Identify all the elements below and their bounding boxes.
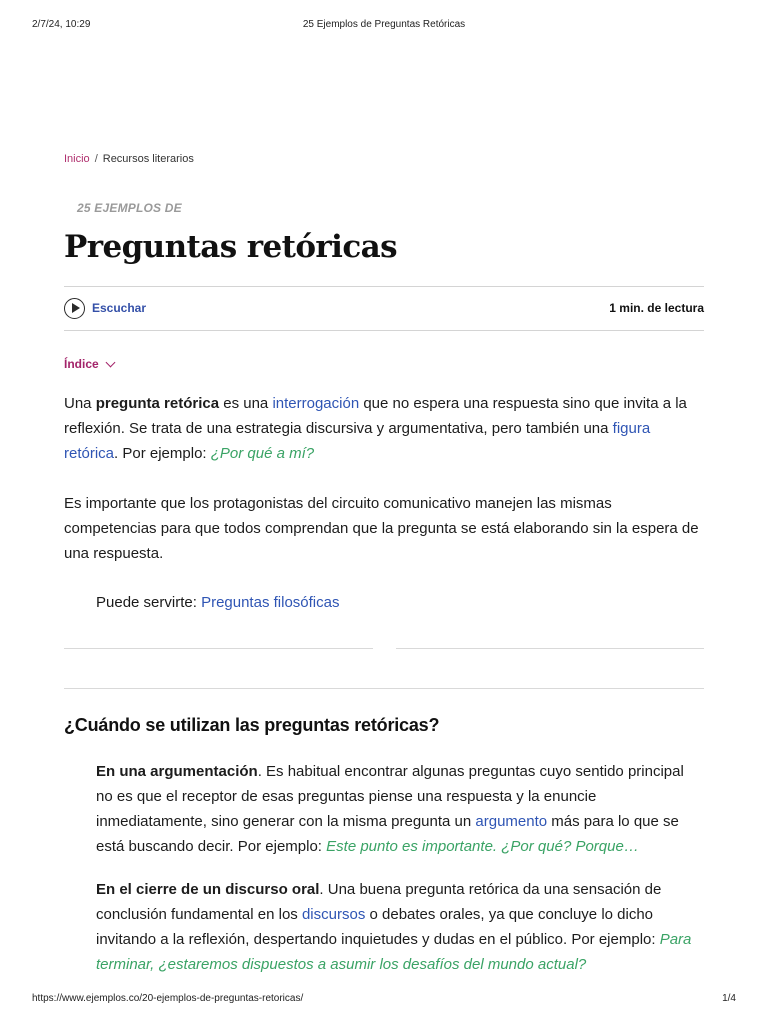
list-item-text: o debates orales, ya que concluye lo dicho invitando a la reflexión, despertando inquietudes y dudas en el público. Por ejemplo: (96, 906, 660, 948)
intro-text: que no espera una respuesta sino que invita a la reflexión. Se trata de una estrategia discursiva y argumentativa, pero también una (64, 395, 687, 437)
list-item-example: Este punto es importante. ¿Por qué? Porque… (326, 838, 639, 855)
print-doc-title: 25 Ejemplos de Preguntas Retóricas (302, 19, 466, 30)
list-item-text: . Es habitual encontrar algunas preguntas cuyo sentido principal no es que el receptor de esas preguntas piense una respuesta y la enuncie inmediatamente, sino generar con la misma pregunta un (96, 763, 684, 830)
intro-text: Una (64, 395, 96, 412)
audio-bar (64, 286, 704, 331)
list-item-example: Para terminar, ¿estaremos dispuestos a asumir los desafíos del mundo actual? (96, 931, 692, 973)
listen-button[interactable] (64, 297, 146, 319)
divider (64, 688, 704, 689)
breadcrumb (64, 153, 194, 165)
print-datetime: 2/7/24, 10:29 (32, 19, 91, 30)
list-item-text: más para lo que se está buscando decir. Por ejemplo: (96, 813, 679, 855)
argumento-link[interactable]: argumento (475, 813, 548, 830)
print-footer (32, 993, 736, 1007)
list-item-term: En una argumentación (96, 763, 258, 780)
intro-paragraph (64, 391, 704, 466)
intro-text: . Por ejemplo: (114, 445, 211, 462)
intro-term: pregunta retórica (95, 395, 220, 412)
see-also-label: Puede servirte: (96, 594, 202, 611)
breadcrumb-separator: / (94, 153, 98, 165)
chevron-down-icon (105, 357, 115, 367)
index-toggle[interactable] (64, 357, 114, 371)
section-heading: ¿Cuándo se utilizan las preguntas retóricas? (64, 715, 440, 735)
title-kicker: 25 EJEMPLOS DE (77, 201, 182, 215)
breadcrumb-home-link[interactable]: Inicio (64, 153, 90, 165)
figura-retorica-link[interactable]: figura retórica (64, 420, 651, 462)
see-also-link[interactable]: Preguntas filosóficas (201, 594, 340, 611)
discursos-link[interactable]: discursos (301, 906, 366, 923)
print-url: https://www.ejemplos.co/20-ejemplos-de-preguntas-retoricas/ (32, 993, 304, 1004)
index-label: Índice (64, 357, 99, 371)
play-icon (64, 298, 85, 319)
see-also (96, 590, 339, 615)
listen-label: Escuchar (92, 301, 147, 315)
print-header (32, 19, 736, 33)
page-title: Preguntas retóricas (64, 229, 397, 265)
list-item (96, 759, 704, 859)
interrogacion-link[interactable]: interrogación (272, 395, 360, 412)
intro-text: es una (219, 395, 273, 412)
print-page-number: 1/4 (722, 993, 736, 1004)
list-item-text: . Una buena pregunta retórica da una sensación de conclusión fundamental en los (96, 881, 662, 923)
breadcrumb-current-link[interactable]: Recursos literarios (102, 153, 194, 165)
body-paragraph: Es importante que los protagonistas del circuito comunicativo manejen las mismas competencias para que todos comprendan que la pregunta se está elaborando sin la espera de una respuesta. (64, 495, 699, 562)
divider (64, 648, 373, 649)
intro-example: ¿Por qué a mí? (210, 445, 315, 462)
divider (396, 648, 704, 649)
list-item (96, 877, 704, 977)
read-time: 1 min. de lectura (609, 301, 704, 315)
list-item-term: En el cierre de un discurso oral (96, 881, 320, 898)
